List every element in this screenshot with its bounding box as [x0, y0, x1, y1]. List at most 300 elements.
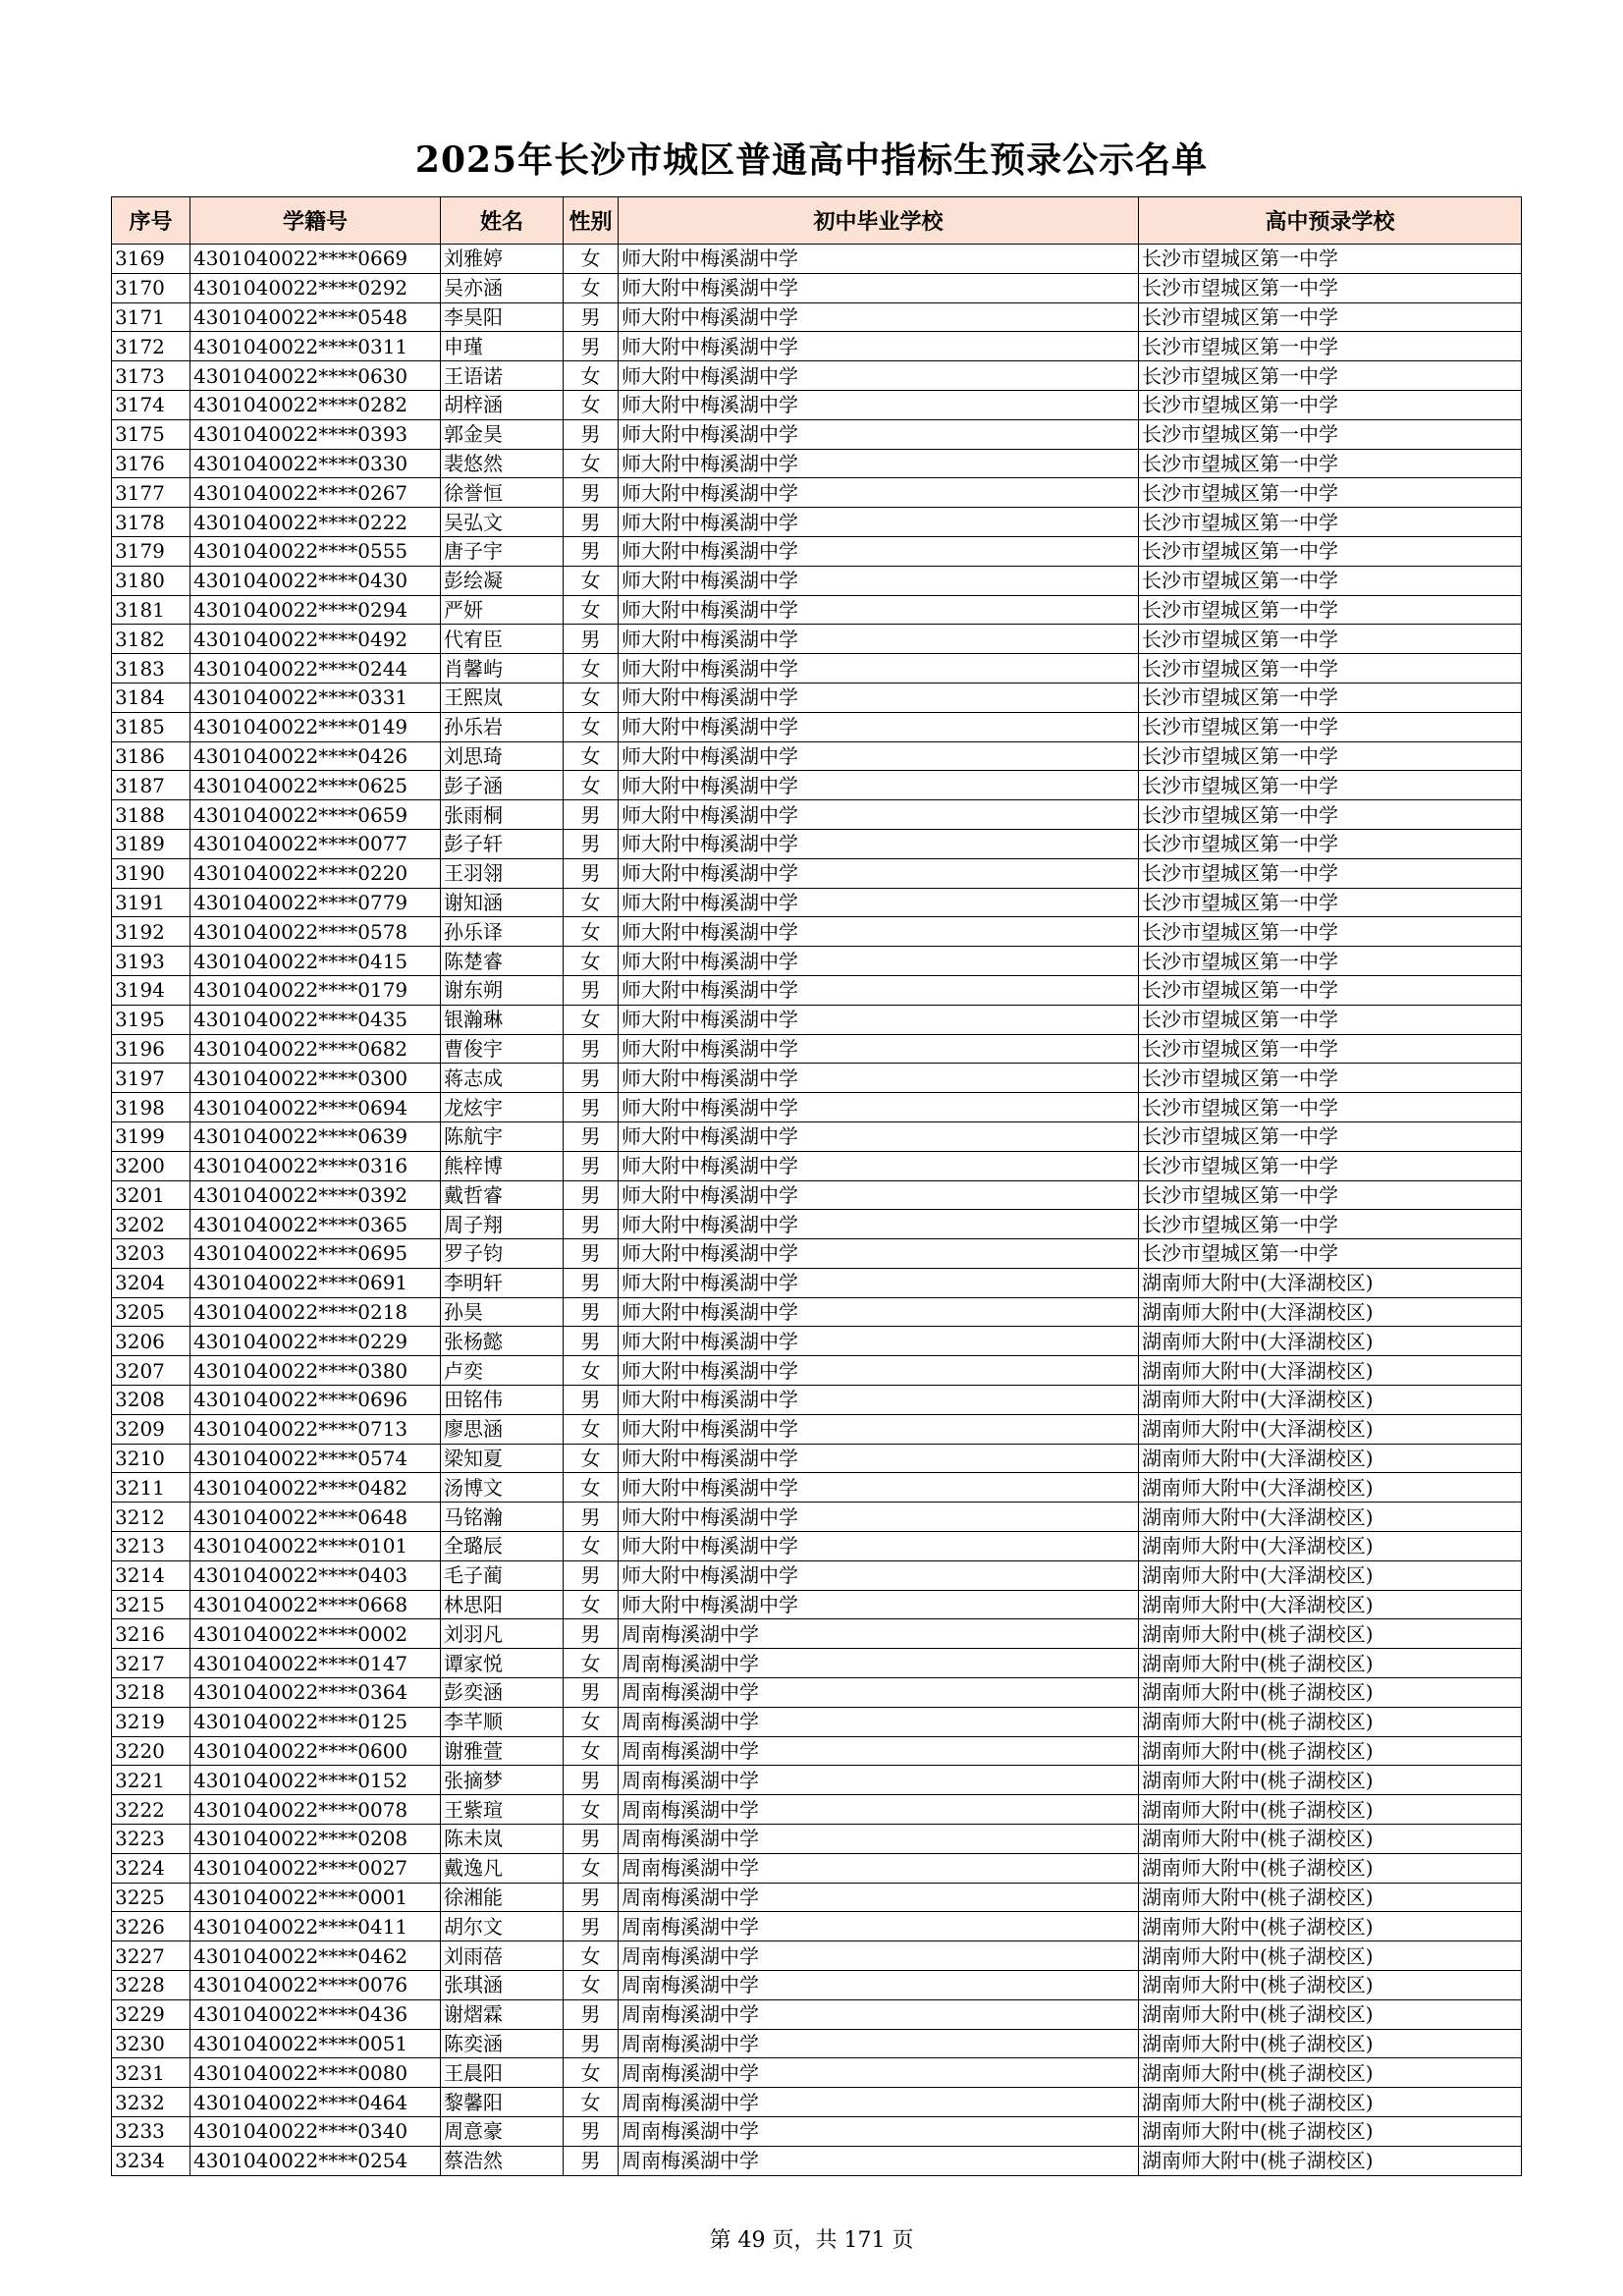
cell-senior-school: 长沙市望城区第一中学: [1139, 595, 1522, 625]
cell-senior-school: 湖南师大附中(桃子湖校区): [1139, 1678, 1522, 1708]
cell-student-id: 4301040022****0668: [190, 1590, 441, 1619]
table-row: [112, 888, 1522, 917]
cell-senior-school: 湖南师大附中(大泽湖校区): [1139, 1560, 1522, 1590]
cell-seq: 3231: [112, 2058, 190, 2088]
cell-name: 谢知涵: [441, 888, 564, 917]
cell-seq: 3203: [112, 1239, 190, 1269]
cell-seq: 3176: [112, 449, 190, 478]
cell-seq: 3209: [112, 1414, 190, 1444]
cell-junior-school: 师大附中梅溪湖中学: [619, 858, 1139, 888]
cell-senior-school: 长沙市望城区第一中学: [1139, 947, 1522, 976]
cell-student-id: 4301040022****0380: [190, 1356, 441, 1386]
cell-senior-school: 长沙市望城区第一中学: [1139, 536, 1522, 566]
cell-senior-school: 长沙市望城区第一中学: [1139, 712, 1522, 741]
cell-name: 刘雅婷: [441, 245, 564, 274]
cell-junior-school: 师大附中梅溪湖中学: [619, 975, 1139, 1005]
cell-seq: 3196: [112, 1034, 190, 1064]
cell-student-id: 4301040022****0695: [190, 1239, 441, 1269]
cell-sex: 女: [564, 1590, 619, 1619]
cell-junior-school: 周南梅溪湖中学: [619, 1678, 1139, 1708]
cell-senior-school: 长沙市望城区第一中学: [1139, 566, 1522, 595]
cell-seq: 3217: [112, 1649, 190, 1678]
header-sex: 性别: [564, 197, 619, 245]
cell-name: 肖馨屿: [441, 654, 564, 683]
cell-name: 蒋志成: [441, 1064, 564, 1093]
table-row: [112, 1297, 1522, 1327]
cell-seq: 3192: [112, 917, 190, 947]
cell-name: 谢雅萱: [441, 1736, 564, 1766]
cell-junior-school: 师大附中梅溪湖中学: [619, 829, 1139, 858]
cell-sex: 女: [564, 1707, 619, 1736]
table-row: [112, 1678, 1522, 1708]
cell-seq: 3232: [112, 2088, 190, 2117]
cell-seq: 3193: [112, 947, 190, 976]
cell-name: 林思阳: [441, 1590, 564, 1619]
cell-name: 裴悠然: [441, 449, 564, 478]
cell-seq: 3206: [112, 1327, 190, 1356]
cell-sex: 女: [564, 654, 619, 683]
cell-junior-school: 师大附中梅溪湖中学: [619, 361, 1139, 391]
cell-name: 张琪涵: [441, 1971, 564, 2000]
cell-name: 吴亦涵: [441, 273, 564, 302]
cell-student-id: 4301040022****0696: [190, 1386, 441, 1415]
cell-sex: 女: [564, 1941, 619, 1971]
cell-junior-school: 师大附中梅溪湖中学: [619, 683, 1139, 712]
cell-sex: 男: [564, 1093, 619, 1122]
cell-sex: 女: [564, 390, 619, 419]
cell-sex: 女: [564, 1853, 619, 1883]
cell-senior-school: 湖南师大附中(大泽湖校区): [1139, 1414, 1522, 1444]
cell-junior-school: 师大附中梅溪湖中学: [619, 654, 1139, 683]
cell-sex: 男: [564, 1121, 619, 1151]
cell-senior-school: 长沙市望城区第一中学: [1139, 800, 1522, 830]
cell-seq: 3184: [112, 683, 190, 712]
cell-sex: 女: [564, 741, 619, 771]
cell-sex: 女: [564, 245, 619, 274]
cell-student-id: 4301040022****0779: [190, 888, 441, 917]
table-row: [112, 1034, 1522, 1064]
cell-sex: 女: [564, 1971, 619, 2000]
cell-name: 蔡浩然: [441, 2146, 564, 2175]
cell-sex: 女: [564, 1795, 619, 1825]
cell-sex: 男: [564, 1619, 619, 1649]
cell-student-id: 4301040022****0482: [190, 1473, 441, 1503]
cell-junior-school: 周南梅溪湖中学: [619, 1999, 1139, 2029]
header-seq: 序号: [112, 197, 190, 245]
table-row: [112, 245, 1522, 274]
cell-senior-school: 湖南师大附中(桃子湖校区): [1139, 1619, 1522, 1649]
cell-senior-school: 湖南师大附中(桃子湖校区): [1139, 1912, 1522, 1941]
cell-name: 谢东朔: [441, 975, 564, 1005]
cell-student-id: 4301040022****0462: [190, 1941, 441, 1971]
cell-senior-school: 湖南师大附中(大泽湖校区): [1139, 1590, 1522, 1619]
cell-junior-school: 周南梅溪湖中学: [619, 1883, 1139, 1912]
cell-seq: 3225: [112, 1883, 190, 1912]
cell-name: 戴哲睿: [441, 1180, 564, 1210]
cell-sex: 男: [564, 1327, 619, 1356]
cell-sex: 男: [564, 2117, 619, 2147]
cell-sex: 女: [564, 2058, 619, 2088]
cell-sex: 男: [564, 2146, 619, 2175]
cell-student-id: 4301040022****0403: [190, 1560, 441, 1590]
header-student-id: 学籍号: [190, 197, 441, 245]
cell-student-id: 4301040022****0630: [190, 361, 441, 391]
cell-junior-school: 师大附中梅溪湖中学: [619, 449, 1139, 478]
cell-student-id: 4301040022****0179: [190, 975, 441, 1005]
cell-seq: 3175: [112, 419, 190, 449]
table-row: [112, 1590, 1522, 1619]
cell-student-id: 4301040022****0555: [190, 536, 441, 566]
table-row: [112, 947, 1522, 976]
table-row: [112, 566, 1522, 595]
cell-seq: 3174: [112, 390, 190, 419]
cell-junior-school: 师大附中梅溪湖中学: [619, 1268, 1139, 1297]
cell-name: 李芊顺: [441, 1707, 564, 1736]
cell-sex: 男: [564, 1180, 619, 1210]
cell-student-id: 4301040022****0208: [190, 1825, 441, 1854]
cell-junior-school: 师大附中梅溪湖中学: [619, 332, 1139, 361]
cell-senior-school: 长沙市望城区第一中学: [1139, 858, 1522, 888]
cell-student-id: 4301040022****0316: [190, 1151, 441, 1180]
cell-name: 刘雨蓓: [441, 1941, 564, 1971]
table-row: [112, 1736, 1522, 1766]
cell-sex: 女: [564, 1473, 619, 1503]
cell-sex: 男: [564, 302, 619, 332]
table-row: [112, 1414, 1522, 1444]
table-row: [112, 1883, 1522, 1912]
table-row: [112, 508, 1522, 537]
cell-name: 陈奕涵: [441, 2029, 564, 2058]
cell-sex: 女: [564, 1356, 619, 1386]
cell-senior-school: 湖南师大附中(桃子湖校区): [1139, 1883, 1522, 1912]
cell-junior-school: 周南梅溪湖中学: [619, 2088, 1139, 2117]
cell-name: 谭家悦: [441, 1649, 564, 1678]
table-row: [112, 2117, 1522, 2147]
table-row: [112, 1619, 1522, 1649]
cell-name: 吴弘文: [441, 508, 564, 537]
cell-name: 彭子涵: [441, 771, 564, 800]
cell-junior-school: 周南梅溪湖中学: [619, 2058, 1139, 2088]
cell-seq: 3218: [112, 1678, 190, 1708]
cell-sex: 男: [564, 1297, 619, 1327]
cell-student-id: 4301040022****0340: [190, 2117, 441, 2147]
table-row: [112, 829, 1522, 858]
cell-student-id: 4301040022****0393: [190, 419, 441, 449]
cell-sex: 男: [564, 1678, 619, 1708]
header-name: 姓名: [441, 197, 564, 245]
cell-student-id: 4301040022****0222: [190, 508, 441, 537]
cell-student-id: 4301040022****0294: [190, 595, 441, 625]
cell-student-id: 4301040022****0578: [190, 917, 441, 947]
cell-student-id: 4301040022****0415: [190, 947, 441, 976]
table-row: [112, 1005, 1522, 1034]
cell-name: 徐湘能: [441, 1883, 564, 1912]
table-row: [112, 536, 1522, 566]
table-row: [112, 1560, 1522, 1590]
cell-senior-school: 湖南师大附中(桃子湖校区): [1139, 1649, 1522, 1678]
cell-senior-school: 长沙市望城区第一中学: [1139, 302, 1522, 332]
cell-seq: 3183: [112, 654, 190, 683]
cell-senior-school: 湖南师大附中(大泽湖校区): [1139, 1503, 1522, 1532]
table-row: [112, 1356, 1522, 1386]
table-row: [112, 858, 1522, 888]
cell-sex: 女: [564, 1532, 619, 1561]
cell-student-id: 4301040022****0694: [190, 1093, 441, 1122]
table-row: [112, 2088, 1522, 2117]
table-row: [112, 302, 1522, 332]
cell-name: 李昊阳: [441, 302, 564, 332]
table-row: [112, 478, 1522, 508]
cell-sex: 男: [564, 829, 619, 858]
cell-senior-school: 湖南师大附中(桃子湖校区): [1139, 2117, 1522, 2147]
cell-seq: 3173: [112, 361, 190, 391]
cell-student-id: 4301040022****0659: [190, 800, 441, 830]
cell-sex: 男: [564, 800, 619, 830]
cell-seq: 3186: [112, 741, 190, 771]
cell-seq: 3219: [112, 1707, 190, 1736]
table-row: [112, 1999, 1522, 2029]
table-row: [112, 1912, 1522, 1941]
table-row: [112, 1766, 1522, 1795]
cell-seq: 3200: [112, 1151, 190, 1180]
cell-sex: 男: [564, 1766, 619, 1795]
cell-name: 王晨阳: [441, 2058, 564, 2088]
cell-name: 彭绘凝: [441, 566, 564, 595]
cell-sex: 女: [564, 947, 619, 976]
cell-senior-school: 长沙市望城区第一中学: [1139, 654, 1522, 683]
cell-student-id: 4301040022****0149: [190, 712, 441, 741]
table-row: [112, 625, 1522, 654]
cell-junior-school: 师大附中梅溪湖中学: [619, 800, 1139, 830]
cell-junior-school: 师大附中梅溪湖中学: [619, 917, 1139, 947]
cell-seq: 3213: [112, 1532, 190, 1561]
cell-seq: 3172: [112, 332, 190, 361]
cell-junior-school: 师大附中梅溪湖中学: [619, 1590, 1139, 1619]
cell-sex: 男: [564, 1999, 619, 2029]
cell-name: 王熙岚: [441, 683, 564, 712]
cell-junior-school: 周南梅溪湖中学: [619, 1736, 1139, 1766]
table-row: [112, 419, 1522, 449]
cell-sex: 男: [564, 536, 619, 566]
cell-name: 马铭瀚: [441, 1503, 564, 1532]
table-row: [112, 2146, 1522, 2175]
cell-seq: 3201: [112, 1180, 190, 1210]
table-header-row: [112, 197, 1522, 245]
cell-name: 卢奕: [441, 1356, 564, 1386]
cell-name: 龙炫宇: [441, 1093, 564, 1122]
cell-junior-school: 师大附中梅溪湖中学: [619, 508, 1139, 537]
cell-junior-school: 周南梅溪湖中学: [619, 1912, 1139, 1941]
cell-student-id: 4301040022****0101: [190, 1532, 441, 1561]
cell-name: 徐誉恒: [441, 478, 564, 508]
cell-name: 唐子宇: [441, 536, 564, 566]
cell-name: 罗子钧: [441, 1239, 564, 1269]
cell-junior-school: 师大附中梅溪湖中学: [619, 1239, 1139, 1269]
table-row: [112, 1532, 1522, 1561]
cell-student-id: 4301040022****0282: [190, 390, 441, 419]
cell-junior-school: 师大附中梅溪湖中学: [619, 273, 1139, 302]
cell-sex: 男: [564, 1503, 619, 1532]
cell-name: 王紫瑄: [441, 1795, 564, 1825]
cell-seq: 3194: [112, 975, 190, 1005]
cell-senior-school: 长沙市望城区第一中学: [1139, 332, 1522, 361]
cell-senior-school: 长沙市望城区第一中学: [1139, 361, 1522, 391]
cell-senior-school: 长沙市望城区第一中学: [1139, 1005, 1522, 1034]
cell-name: 银瀚琳: [441, 1005, 564, 1034]
cell-sex: 女: [564, 1736, 619, 1766]
cell-junior-school: 周南梅溪湖中学: [619, 1941, 1139, 1971]
cell-name: 郭金昊: [441, 419, 564, 449]
table-row: [112, 1853, 1522, 1883]
cell-sex: 男: [564, 1034, 619, 1064]
cell-senior-school: 长沙市望城区第一中学: [1139, 625, 1522, 654]
table-row: [112, 332, 1522, 361]
cell-seq: 3177: [112, 478, 190, 508]
cell-junior-school: 周南梅溪湖中学: [619, 1971, 1139, 2000]
cell-name: 周子翔: [441, 1210, 564, 1239]
cell-student-id: 4301040022****0051: [190, 2029, 441, 2058]
cell-sex: 女: [564, 1444, 619, 1473]
table-row: [112, 1825, 1522, 1854]
cell-seq: 3178: [112, 508, 190, 537]
cell-junior-school: 师大附中梅溪湖中学: [619, 390, 1139, 419]
cell-junior-school: 师大附中梅溪湖中学: [619, 1327, 1139, 1356]
cell-name: 张摘梦: [441, 1766, 564, 1795]
cell-senior-school: 湖南师大附中(大泽湖校区): [1139, 1268, 1522, 1297]
cell-junior-school: 师大附中梅溪湖中学: [619, 1210, 1139, 1239]
cell-student-id: 4301040022****0244: [190, 654, 441, 683]
cell-seq: 3222: [112, 1795, 190, 1825]
cell-junior-school: 周南梅溪湖中学: [619, 2146, 1139, 2175]
table-row: [112, 771, 1522, 800]
cell-sex: 男: [564, 1268, 619, 1297]
cell-name: 黎馨阳: [441, 2088, 564, 2117]
cell-student-id: 4301040022****0027: [190, 1853, 441, 1883]
cell-name: 胡尔文: [441, 1912, 564, 1941]
cell-name: 全璐辰: [441, 1532, 564, 1561]
cell-seq: 3204: [112, 1268, 190, 1297]
cell-sex: 女: [564, 888, 619, 917]
cell-senior-school: 长沙市望城区第一中学: [1139, 1151, 1522, 1180]
cell-senior-school: 长沙市望城区第一中学: [1139, 508, 1522, 537]
cell-junior-school: 师大附中梅溪湖中学: [619, 1532, 1139, 1561]
cell-name: 李明轩: [441, 1268, 564, 1297]
cell-junior-school: 师大附中梅溪湖中学: [619, 1473, 1139, 1503]
cell-junior-school: 师大附中梅溪湖中学: [619, 302, 1139, 332]
cell-seq: 3170: [112, 273, 190, 302]
cell-seq: 3181: [112, 595, 190, 625]
cell-junior-school: 师大附中梅溪湖中学: [619, 1297, 1139, 1327]
cell-senior-school: 长沙市望城区第一中学: [1139, 741, 1522, 771]
cell-senior-school: 湖南师大附中(桃子湖校区): [1139, 1853, 1522, 1883]
cell-junior-school: 周南梅溪湖中学: [619, 1766, 1139, 1795]
page-footer: 第 49 页，共 171 页: [709, 2228, 914, 2253]
table-row: [112, 654, 1522, 683]
cell-student-id: 4301040022****0076: [190, 1971, 441, 2000]
table-row: [112, 975, 1522, 1005]
cell-senior-school: 湖南师大附中(桃子湖校区): [1139, 2058, 1522, 2088]
cell-sex: 女: [564, 712, 619, 741]
cell-name: 严妍: [441, 595, 564, 625]
cell-junior-school: 师大附中梅溪湖中学: [619, 771, 1139, 800]
cell-name: 张杨懿: [441, 1327, 564, 1356]
table-row: [112, 1239, 1522, 1269]
cell-name: 陈未岚: [441, 1825, 564, 1854]
cell-student-id: 4301040022****0229: [190, 1327, 441, 1356]
cell-senior-school: 湖南师大附中(大泽湖校区): [1139, 1386, 1522, 1415]
cell-junior-school: 师大附中梅溪湖中学: [619, 741, 1139, 771]
cell-student-id: 4301040022****0267: [190, 478, 441, 508]
cell-senior-school: 湖南师大附中(桃子湖校区): [1139, 1766, 1522, 1795]
cell-sex: 女: [564, 595, 619, 625]
cell-name: 梁知夏: [441, 1444, 564, 1473]
cell-student-id: 4301040022****0001: [190, 1883, 441, 1912]
cell-name: 毛子蔺: [441, 1560, 564, 1590]
table-row: [112, 1941, 1522, 1971]
table-row: [112, 1180, 1522, 1210]
cell-name: 曹俊宇: [441, 1034, 564, 1064]
cell-name: 周意豪: [441, 2117, 564, 2147]
cell-name: 代宥臣: [441, 625, 564, 654]
cell-seq: 3227: [112, 1941, 190, 1971]
cell-senior-school: 长沙市望城区第一中学: [1139, 829, 1522, 858]
table-row: [112, 1210, 1522, 1239]
cell-student-id: 4301040022****0492: [190, 625, 441, 654]
cell-seq: 3224: [112, 1853, 190, 1883]
cell-junior-school: 师大附中梅溪湖中学: [619, 536, 1139, 566]
cell-senior-school: 长沙市望城区第一中学: [1139, 419, 1522, 449]
cell-student-id: 4301040022****0078: [190, 1795, 441, 1825]
cell-name: 田铭伟: [441, 1386, 564, 1415]
cell-junior-school: 师大附中梅溪湖中学: [619, 1560, 1139, 1590]
cell-sex: 男: [564, 1560, 619, 1590]
table-row: [112, 390, 1522, 419]
cell-seq: 3233: [112, 2117, 190, 2147]
cell-junior-school: 师大附中梅溪湖中学: [619, 1386, 1139, 1415]
cell-senior-school: 长沙市望城区第一中学: [1139, 975, 1522, 1005]
cell-sex: 男: [564, 419, 619, 449]
cell-junior-school: 师大附中梅溪湖中学: [619, 566, 1139, 595]
cell-junior-school: 师大附中梅溪湖中学: [619, 1121, 1139, 1151]
cell-seq: 3216: [112, 1619, 190, 1649]
cell-student-id: 4301040022****0682: [190, 1034, 441, 1064]
cell-seq: 3171: [112, 302, 190, 332]
cell-sex: 男: [564, 2029, 619, 2058]
cell-student-id: 4301040022****0600: [190, 1736, 441, 1766]
cell-sex: 女: [564, 771, 619, 800]
cell-name: 熊梓博: [441, 1151, 564, 1180]
cell-sex: 男: [564, 1825, 619, 1854]
table-row: [112, 449, 1522, 478]
cell-seq: 3202: [112, 1210, 190, 1239]
cell-name: 刘思琦: [441, 741, 564, 771]
table-row: [112, 1327, 1522, 1356]
table-row: [112, 2058, 1522, 2088]
header-senior-school: 高中预录学校: [1139, 197, 1522, 245]
header-junior-school: 初中毕业学校: [619, 197, 1139, 245]
table-row: [112, 712, 1522, 741]
cell-sex: 女: [564, 273, 619, 302]
cell-student-id: 4301040022****0330: [190, 449, 441, 478]
table-body: [112, 245, 1522, 2176]
cell-senior-school: 长沙市望城区第一中学: [1139, 683, 1522, 712]
cell-senior-school: 湖南师大附中(桃子湖校区): [1139, 1736, 1522, 1766]
cell-name: 张雨桐: [441, 800, 564, 830]
cell-seq: 3226: [112, 1912, 190, 1941]
cell-seq: 3197: [112, 1064, 190, 1093]
cell-sex: 女: [564, 566, 619, 595]
table-row: [112, 1093, 1522, 1122]
